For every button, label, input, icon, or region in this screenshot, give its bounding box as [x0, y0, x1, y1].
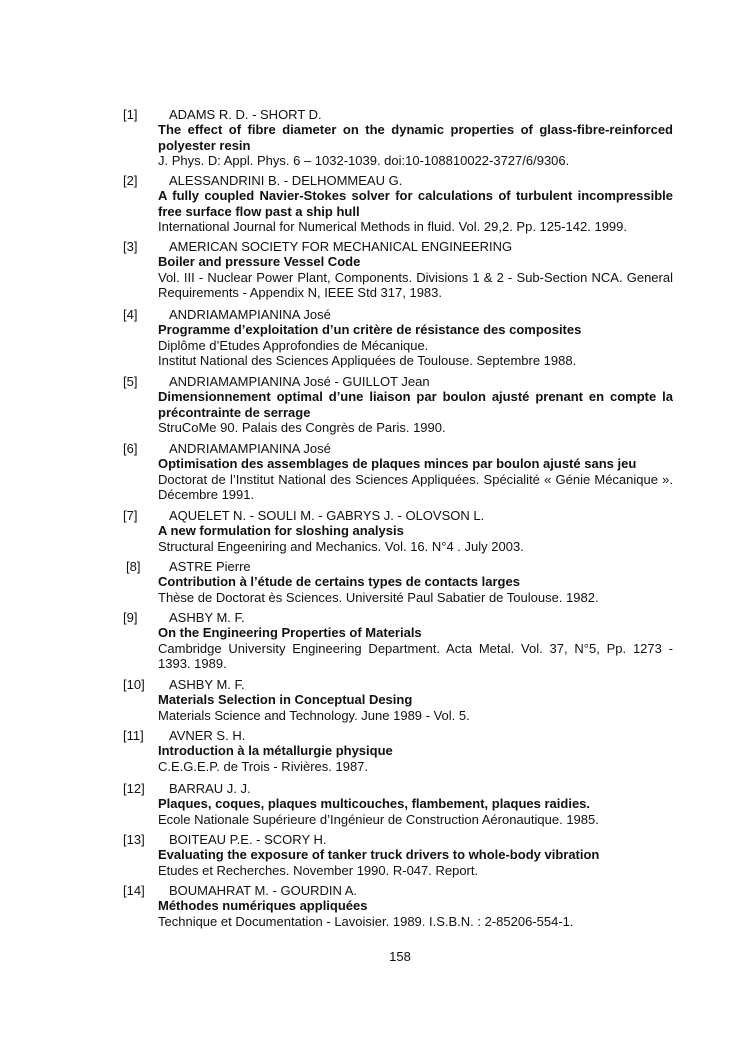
reference-body [123, 574, 673, 605]
reference-number: [12] [123, 781, 145, 796]
reference-entry [123, 374, 673, 435]
reference-number: [2] [123, 173, 138, 188]
reference-number: [8] [126, 559, 141, 574]
reference-title: Méthodes numériques appliquées [158, 898, 368, 914]
reference-body [123, 625, 673, 671]
reference-entry [123, 781, 673, 827]
reference-author: AQUELET N. - SOULI M. - GABRYS J. - OLOVSON L. [169, 508, 485, 523]
reference-title: The effect of fibre diameter on the dynamic properties of glass-fibre-reinforced polyester resin [158, 122, 673, 153]
reference-details: Doctorat de l’Institut National des Sciences Appliquées. Spécialité « Génie Mécanique ». Décembre 1991. [158, 471, 673, 502]
reference-details: Materials Science and Technology. June 1989 - Vol. 5. [158, 707, 470, 723]
reference-author: ASHBY M. F. [169, 610, 245, 625]
reference-entry [123, 832, 673, 878]
reference-title: Evaluating the exposure of tanker truck drivers to whole-body vibration [158, 847, 600, 863]
reference-title: Boiler and pressure Vessel Code [158, 254, 361, 270]
reference-number: [10] [123, 677, 145, 692]
reference-body [123, 743, 673, 774]
reference-author: ALESSANDRINI B. - DELHOMMEAU G. [169, 173, 403, 188]
reference-author: BOUMAHRAT M. - GOURDIN A. [169, 883, 358, 898]
reference-body [123, 847, 673, 878]
reference-number: [9] [123, 610, 138, 625]
reference-entry [123, 173, 673, 234]
reference-author: ASTRE Pierre [169, 559, 251, 574]
reference-title: Plaques, coques, plaques multicouches, flambement, plaques raidies. [158, 796, 591, 812]
reference-author: ANDRIAMAMPIANINA José - GUILLOT Jean [169, 374, 430, 389]
reference-body [123, 796, 673, 827]
reference-author: ADAMS R. D. - SHORT D. [169, 107, 322, 122]
reference-author: BARRAU J. J. [169, 781, 251, 796]
reference-details: Cambridge University Engineering Department. Acta Metal. Vol. 37, N°5, Pp. 1273 - 1393. 1989. [158, 640, 673, 671]
reference-details: Thèse de Doctorat ès Sciences. Université Paul Sabatier de Toulouse. 1982. [158, 589, 599, 605]
reference-details: Ecole Nationale Supérieure d’Ingénieur de Construction Aéronautique. 1985. [158, 811, 599, 827]
reference-details: J. Phys. D: Appl. Phys. 6 – 1032-1039. doi:10-108810022-3727/6/9306. [158, 152, 570, 168]
reference-entry [123, 239, 673, 300]
reference-details: Diplôme d’Etudes Approfondies de Mécanique. [158, 337, 429, 353]
reference-details: Structural Engeeniring and Mechanics. Vol. 16. N°4 . July 2003. [158, 538, 524, 554]
reference-author: AMERICAN SOCIETY FOR MECHANICAL ENGINEERING [169, 239, 513, 254]
reference-number: [3] [123, 239, 138, 254]
reference-body [123, 322, 673, 368]
reference-author: ANDRIAMAMPIANINA José [169, 441, 331, 456]
reference-entry [123, 610, 673, 671]
reference-title: Materials Selection in Conceptual Desing [158, 692, 413, 708]
page-number: 158 [389, 949, 411, 964]
reference-body [123, 456, 673, 502]
reference-entry [123, 559, 673, 605]
reference-number: [7] [123, 508, 138, 523]
reference-title: Optimisation des assemblages de plaques minces par boulon ajusté sans jeu [158, 456, 637, 472]
reference-body [123, 254, 673, 300]
reference-body [123, 523, 673, 554]
reference-details: StruCoMe 90. Palais des Congrès de Paris. 1990. [158, 419, 446, 435]
reference-body [123, 188, 673, 234]
reference-entry [123, 883, 673, 929]
reference-entry [123, 508, 673, 554]
reference-author: BOITEAU P.E. - SCORY H. [169, 832, 327, 847]
reference-entry [123, 441, 673, 502]
reference-author: AVNER S. H. [169, 728, 246, 743]
reference-details: Vol. III - Nuclear Power Plant, Components. Divisions 1 & 2 - Sub-Section NCA. General Requirements - Appendix N, IEEE Std 317, 1983. [158, 269, 673, 300]
reference-entry [123, 107, 673, 168]
reference-entry [123, 307, 673, 368]
reference-details: Etudes et Recherches. November 1990. R-047. Report. [158, 862, 479, 878]
reference-body [123, 692, 673, 723]
reference-number: [1] [123, 107, 138, 122]
reference-details: C.E.G.E.P. de Trois - Rivières. 1987. [158, 758, 369, 774]
reference-number: [4] [123, 307, 138, 322]
reference-number: [13] [123, 832, 145, 847]
reference-entry [123, 677, 673, 723]
reference-title: Dimensionnement optimal d’une liaison par boulon ajusté prenant en compte la précontrainte de serrage [158, 389, 673, 420]
reference-number: [6] [123, 441, 138, 456]
reference-title: On the Engineering Properties of Materials [158, 625, 422, 641]
reference-entry [123, 728, 673, 774]
reference-title: A new formulation for sloshing analysis [158, 523, 404, 539]
reference-details: International Journal for Numerical Methods in fluid. Vol. 29,2. Pp. 125-142. 1999. [158, 218, 628, 234]
reference-body [123, 122, 673, 168]
reference-details: Institut National des Sciences Appliquées de Toulouse. Septembre 1988. [158, 352, 577, 368]
reference-author: ANDRIAMAMPIANINA José [169, 307, 331, 322]
reference-number: [14] [123, 883, 145, 898]
reference-title: A fully coupled Navier-Stokes solver for calculations of turbulent incompressible free surface flow past a ship hull [158, 188, 673, 219]
reference-number: [11] [123, 728, 144, 743]
reference-title: Introduction à la métallurgie physique [158, 743, 393, 759]
reference-details: Technique et Documentation - Lavoisier. 1989. I.S.B.N. : 2-85206-554-1. [158, 913, 574, 929]
reference-body [123, 898, 673, 929]
reference-author: ASHBY M. F. [169, 677, 245, 692]
reference-title: Contribution à l’étude de certains types de contacts larges [158, 574, 520, 590]
reference-title: Programme d’exploitation d’un critère de résistance des composites [158, 322, 582, 338]
reference-number: [5] [123, 374, 138, 389]
reference-body [123, 389, 673, 435]
